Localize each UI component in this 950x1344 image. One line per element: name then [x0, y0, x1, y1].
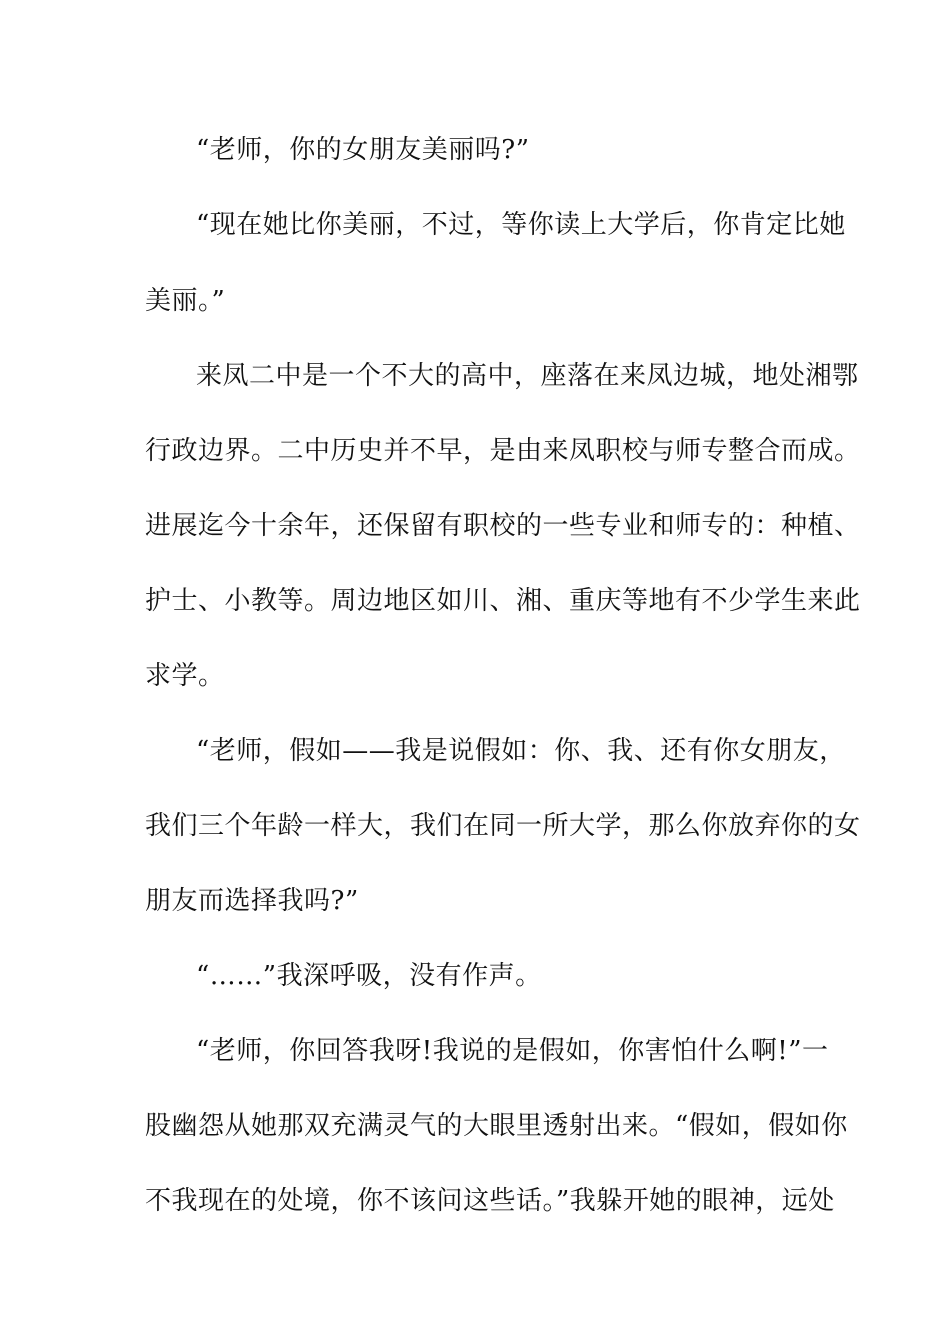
text-line: 我们三个年龄一样大，我们在同一所大学，那么你放弃你的女	[145, 811, 861, 841]
text-line: 进展迄今十余年，还保留有职校的一些专业和师专的：种植、	[145, 511, 861, 541]
text-line: “……”我深呼吸，没有作声。	[196, 961, 542, 991]
text-line: 求学。	[145, 661, 225, 691]
text-line: 来凤二中是一个不大的高中，座落在来凤边城，地处湘鄂	[196, 361, 859, 391]
text-line: “老师，你的女朋友美丽吗?”	[196, 135, 530, 165]
text-line: 护士、小教等。周边地区如川、湘、重庆等地有不少学生来此	[145, 586, 861, 616]
text-line: 股幽怨从她那双充满灵气的大眼里透射出来。“假如，假如你	[145, 1111, 848, 1141]
text-line: “现在她比你美丽，不过，等你读上大学后，你肯定比她	[196, 210, 846, 240]
text-line: “老师，假如——我是说假如：你、我、还有你女朋友，	[196, 736, 846, 766]
text-line: “老师，你回答我呀!我说的是假如，你害怕什么啊!”一	[196, 1036, 829, 1066]
text-line: 不我现在的处境，你不该问这些话。”我躲开她的眼神，远处	[145, 1186, 835, 1216]
text-line: 行政边界。二中历史并不早，是由来凤职校与师专整合而成。	[145, 436, 861, 466]
text-line: 朋友而选择我吗?”	[145, 886, 359, 916]
text-line: 美丽。”	[145, 286, 226, 316]
